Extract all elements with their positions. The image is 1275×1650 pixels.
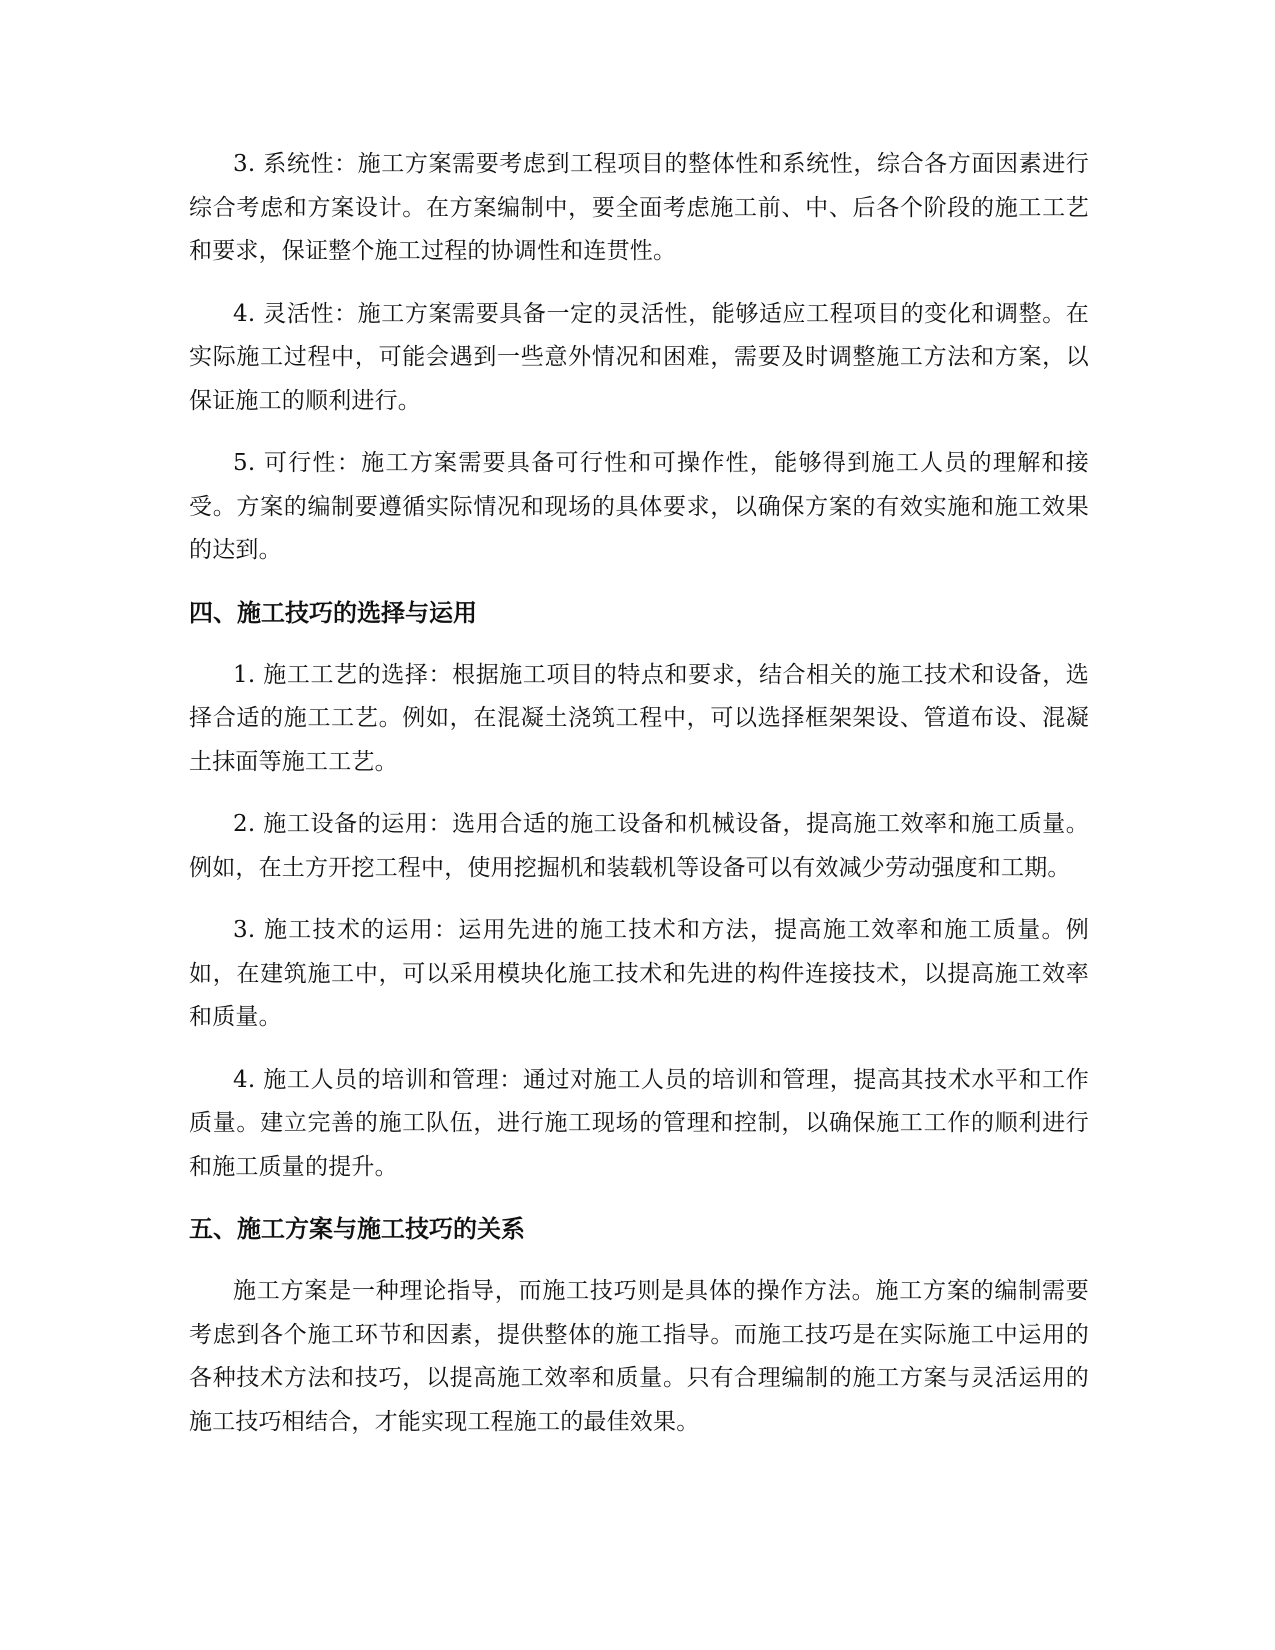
- paragraph-systematic: 3. 系统性：施工方案需要考虑到工程项目的整体性和系统性，综合各方面因素进行综合考虑和方案设计。在方案编制中，要全面考虑施工前、中、后各个阶段的施工工艺和要求，保证整个施工过程的协调性和连贯性。: [189, 151, 1089, 264]
- paragraph-flexibility: 4. 灵活性：施工方案需要具备一定的灵活性，能够适应工程项目的变化和调整。在实际施工过程中，可能会遇到一些意外情况和困难，需要及时调整施工方法和方案，以保证施工的顺利进行。: [189, 300, 1089, 414]
- paragraph-relationship: 施工方案是一种理论指导，而施工技巧则是具体的操作方法。施工方案的编制需要考虑到各个施工环节和因素，提供整体的施工指导。而施工技巧是在实际施工中运用的各种技术方法和技巧，以提高施工效率和质量。只有合理编制的施工方案与灵活运用的施工技巧相结合，才能实现工程施工的最佳效果。: [189, 1278, 1089, 1435]
- paragraph-personnel-training: 4. 施工人员的培训和管理：通过对施工人员的培训和管理，提高其技术水平和工作质量。建立完善的施工队伍，进行施工现场的管理和控制，以确保施工工作的顺利进行和施工质量的提升。: [189, 1066, 1089, 1180]
- section-heading-techniques: 四、施工技巧的选择与运用: [189, 598, 477, 627]
- paragraph-equipment-use: 2. 施工设备的运用：选用合适的施工设备和机械设备，提高施工效率和施工质量。例如，在土方开挖工程中，使用挖掘机和装载机等设备可以有效减少劳动强度和工期。: [189, 811, 1089, 881]
- paragraph-feasibility: 5. 可行性：施工方案需要具备可行性和可操作性，能够得到施工人员的理解和接受。方案的编制要遵循实际情况和现场的具体要求，以确保方案的有效实施和施工效果的达到。: [189, 450, 1089, 563]
- paragraph-process-selection: 1. 施工工艺的选择：根据施工项目的特点和要求，结合相关的施工技术和设备，选择合适的施工工艺。例如，在混凝土浇筑工程中，可以选择框架架设、管道布设、混凝土抹面等施工工艺。: [189, 661, 1089, 775]
- section-heading-relationship: 五、施工方案与施工技巧的关系: [189, 1215, 525, 1243]
- document-page: [189, 143, 1089, 1463]
- paragraph-technology-use: 3. 施工技术的运用：运用先进的施工技术和方法，提高施工效率和施工质量。例如，在建筑施工中，可以采用模块化施工技术和先进的构件连接技术，以提高施工效率和质量。: [189, 917, 1089, 1030]
